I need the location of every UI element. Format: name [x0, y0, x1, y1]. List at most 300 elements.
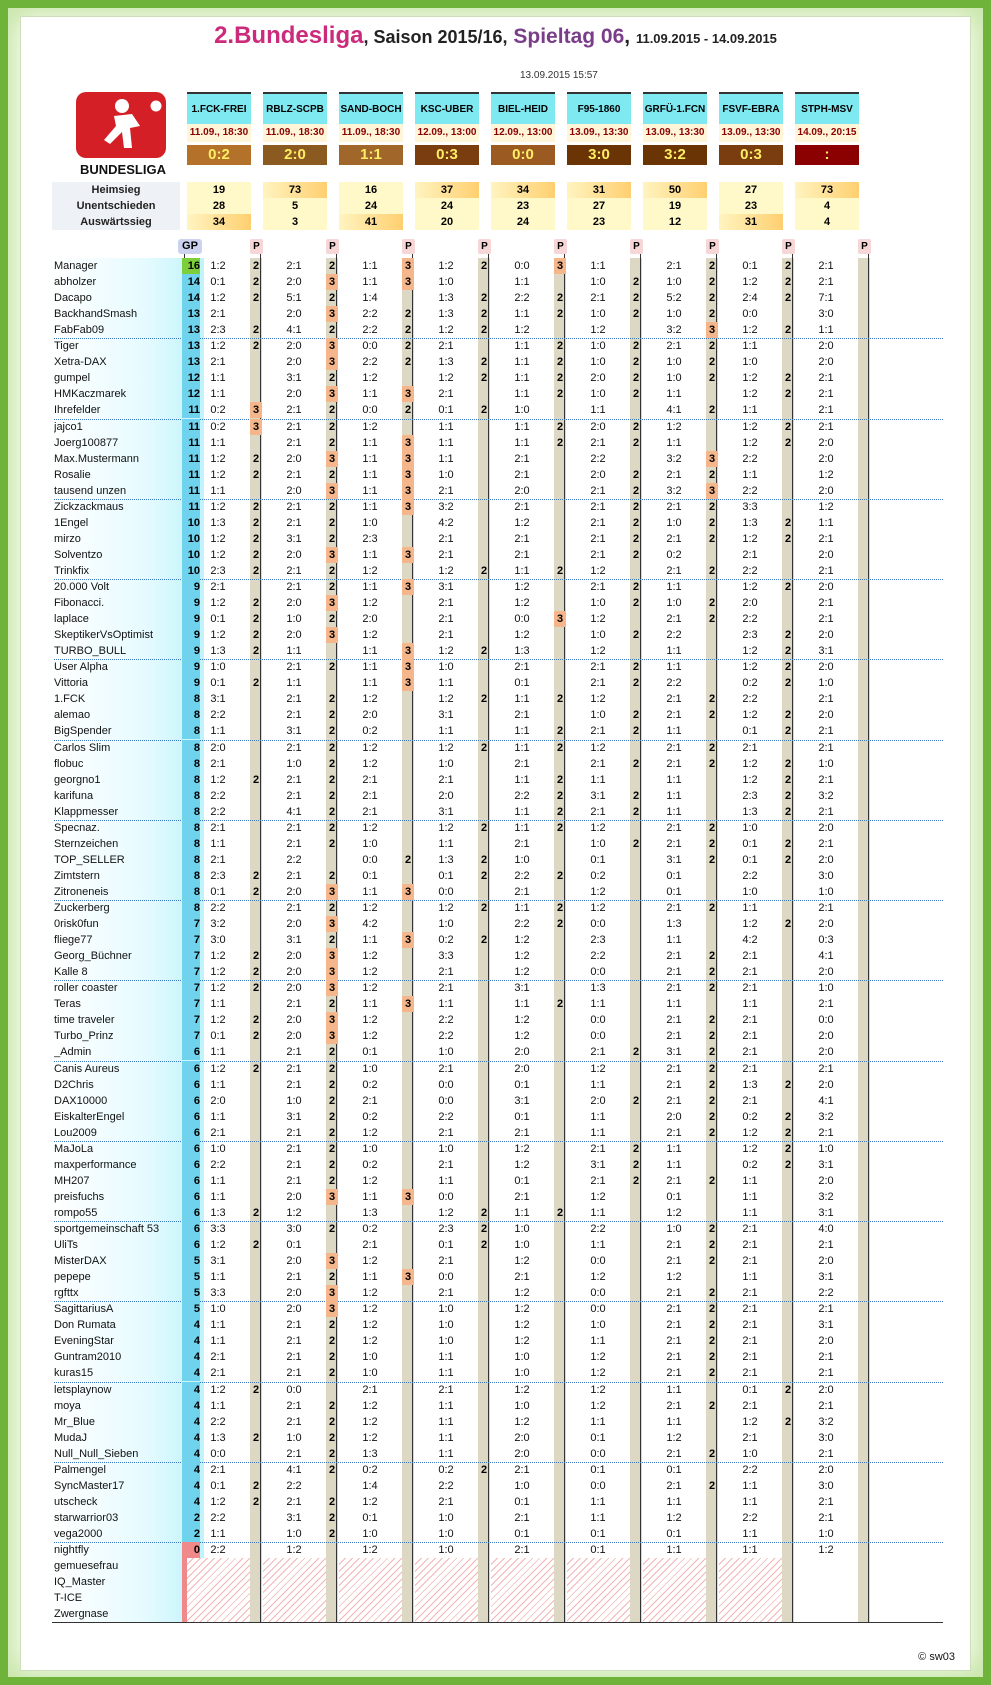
tip: 2:0 [818, 1463, 834, 1476]
tip: 1:3 [210, 1431, 226, 1444]
tip: 1:2 [514, 1142, 530, 1155]
tip: 2:1 [666, 1399, 682, 1412]
tip-points: 2 [480, 902, 488, 914]
tip-points: 2 [708, 1062, 716, 1075]
tip: 2:1 [742, 741, 758, 754]
match-header: BIEL-HEID [491, 92, 555, 124]
tip: 3:2 [818, 1415, 834, 1428]
match-stat-a: 4 [795, 214, 859, 230]
tip: 1:2 [742, 1415, 758, 1428]
player-points: 6 [182, 1189, 200, 1205]
player-points: 6 [182, 1125, 200, 1141]
tip: 0:2 [362, 1463, 378, 1476]
tip: 1:0 [438, 661, 454, 674]
player-name: Ihrefelder [54, 404, 101, 417]
tip: 2:1 [590, 484, 606, 497]
tip-points: 2 [556, 821, 564, 834]
tip: 2:0 [818, 966, 834, 979]
tip: 2:1 [362, 789, 378, 802]
tip: 0:1 [210, 613, 226, 626]
player-points: 7 [182, 932, 200, 948]
player-name: T-ICE [54, 1592, 83, 1605]
tip-points: 2 [708, 1110, 716, 1123]
tip: 2:2 [210, 789, 226, 802]
tip: 1:2 [210, 982, 226, 995]
tip-points: 2 [252, 613, 260, 626]
tip-points: 2 [632, 548, 640, 561]
tip: 0:1 [362, 1046, 378, 1059]
tip: 3:2 [666, 452, 682, 465]
player-name: DAX10000 [54, 1094, 108, 1107]
tip-points: 2 [328, 1447, 336, 1460]
tip-points: 2 [556, 436, 564, 449]
tip: 3:1 [210, 693, 226, 706]
tip: 4:1 [818, 950, 834, 963]
tip-points: 2 [480, 741, 488, 754]
tip-points: 2 [328, 1078, 336, 1091]
tip: 2:1 [210, 1126, 226, 1139]
tip: 1:0 [742, 1447, 758, 1460]
tip: 0:0 [210, 1447, 226, 1460]
tip: 2:2 [210, 805, 226, 818]
tip: 2:0 [286, 966, 302, 979]
tip: 1:2 [210, 597, 226, 610]
match-stat-d: 27 [567, 198, 631, 214]
tip: 1:2 [514, 1383, 530, 1396]
tip: 3:2 [666, 324, 682, 337]
tip-points: 2 [784, 1415, 792, 1428]
player-points: 6 [182, 1109, 200, 1125]
tip-points: 2 [784, 436, 792, 449]
tip-points: 2 [252, 645, 260, 658]
player-points: 5 [182, 1301, 200, 1317]
tip: 1:1 [590, 1110, 606, 1123]
player-points: 4 [182, 1430, 200, 1446]
tip: 0:1 [286, 1239, 302, 1252]
match-stat-h: 16 [339, 182, 403, 198]
tip-points: 3 [402, 258, 414, 274]
tip: 1:0 [438, 276, 454, 289]
tip: 1:1 [210, 1190, 226, 1203]
tip: 2:1 [286, 1335, 302, 1348]
player-points: 13 [182, 322, 200, 338]
tip: 2:1 [818, 532, 834, 545]
tip-points: 2 [556, 388, 564, 401]
tip: 1:1 [666, 998, 682, 1011]
tip: 3:1 [818, 1206, 834, 1219]
tip: 2:1 [818, 773, 834, 786]
tip: 1:1 [438, 1447, 454, 1460]
tip: 0:1 [666, 1463, 682, 1476]
tip: 2:1 [438, 484, 454, 497]
tip-points: 3 [326, 338, 338, 354]
tip: 1:1 [362, 1271, 378, 1284]
tip-points: 2 [708, 757, 716, 770]
tip: 2:1 [514, 1271, 530, 1284]
tip-points: 2 [632, 709, 640, 722]
tip-points: 2 [328, 821, 336, 834]
tip: 1:2 [438, 821, 454, 834]
match-date: 13.09., 13:30 [719, 124, 783, 142]
tip: 1:2 [362, 1287, 378, 1300]
tip: 0:1 [210, 1479, 226, 1492]
tip: 1:1 [514, 308, 530, 321]
tip-points: 3 [402, 579, 414, 595]
tip: 2:1 [286, 789, 302, 802]
table-bottom-border [52, 1622, 943, 1623]
tip: 3:1 [286, 532, 302, 545]
tip: 2:3 [210, 324, 226, 337]
tip: 1:1 [210, 1174, 226, 1187]
player-points: 12 [182, 370, 200, 386]
tip-points: 2 [328, 805, 336, 818]
match-result: 1:1 [339, 145, 403, 165]
tip-points: 2 [632, 1142, 640, 1155]
tip-points: 3 [250, 402, 262, 418]
tip: 3:1 [438, 805, 454, 818]
match-stat-h: 34 [491, 182, 555, 198]
tip: 2:1 [590, 1174, 606, 1187]
tip: 2:1 [666, 564, 682, 577]
player-name: flobuc [54, 757, 84, 770]
tip: 0:2 [362, 1158, 378, 1171]
tip-points: 2 [784, 1142, 792, 1155]
player-name: 0risk0fun [54, 918, 99, 931]
tip: 2:0 [438, 789, 454, 802]
tip: 4:2 [362, 918, 378, 931]
tip: 2:1 [818, 260, 834, 272]
tip: 1:2 [362, 1415, 378, 1428]
tip: 2:1 [818, 564, 834, 577]
tip: 0:2 [742, 1158, 758, 1171]
tip: 2:1 [210, 1463, 226, 1476]
tip-points: 2 [328, 1062, 336, 1075]
player-name: MH207 [54, 1174, 90, 1187]
tip: 2:0 [818, 1030, 834, 1043]
tip: 1:2 [362, 1255, 378, 1268]
tip: 2:1 [742, 1030, 758, 1043]
tip: 2:1 [666, 340, 682, 353]
tip: 1:2 [438, 741, 454, 754]
tip-points: 2 [328, 934, 336, 947]
tip: 2:1 [590, 436, 606, 449]
tip-points: 2 [252, 1030, 260, 1043]
tip: 2:1 [286, 1046, 302, 1059]
player-name: georgno1 [54, 773, 101, 786]
label-draw: Unentschieden [52, 198, 180, 214]
player-points: 4 [182, 1349, 200, 1365]
tip: 2:0 [286, 308, 302, 321]
date-range: 11.09.2015 - 14.09.2015 [635, 31, 777, 46]
tip: 2:1 [818, 613, 834, 626]
tip-points: 2 [328, 1415, 336, 1428]
bundesliga-logo-icon [74, 92, 170, 178]
tip: 1:3 [590, 982, 606, 995]
tip-points: 2 [632, 276, 640, 289]
tip: 2:0 [286, 950, 302, 963]
tip: 2:1 [666, 1030, 682, 1043]
tip: 1:2 [210, 629, 226, 642]
tip: 1:0 [438, 1142, 454, 1155]
tip-points: 2 [708, 516, 716, 529]
tip: 1:2 [742, 709, 758, 722]
tip: 1:1 [514, 420, 530, 433]
player-name: SyncMaster17 [54, 1479, 125, 1492]
tip-points: 3 [402, 435, 414, 451]
tip: 0:2 [742, 677, 758, 690]
tip: 1:2 [438, 324, 454, 337]
tip: 3:0 [818, 308, 834, 321]
tip: 2:3 [590, 934, 606, 947]
tip: 0:0 [438, 1190, 454, 1203]
tip: 2:1 [666, 1335, 682, 1348]
tip: 1:0 [438, 757, 454, 770]
tip: 1:2 [666, 1271, 682, 1284]
player-points: 12 [182, 386, 200, 402]
player-name: Dacapo [54, 292, 92, 305]
tip-points: 2 [556, 741, 564, 754]
tip-points: 2 [708, 837, 716, 850]
tip: 0:1 [514, 1527, 530, 1540]
match-stat-h: 37 [415, 182, 479, 198]
tip: 1:1 [362, 661, 378, 674]
tip: 2:2 [818, 1287, 834, 1300]
tip: 3:3 [742, 500, 758, 513]
tip: 1:2 [514, 1335, 530, 1348]
player-points: 9 [182, 659, 200, 675]
tip: 1:1 [286, 677, 302, 690]
tip: 2:0 [286, 885, 302, 898]
tip: 2:1 [438, 548, 454, 561]
player-points: 8 [182, 900, 200, 916]
tip: 2:0 [818, 1255, 834, 1268]
tip: 1:0 [666, 597, 682, 610]
tip: 1:2 [514, 966, 530, 979]
tip: 1:1 [666, 1495, 682, 1508]
tip: 1:0 [362, 1367, 378, 1380]
tip: 0:0 [590, 966, 606, 979]
tip: 2:1 [590, 725, 606, 738]
player-points: 6 [182, 1077, 200, 1093]
tip: 2:1 [666, 1014, 682, 1027]
tip: 3:1 [438, 581, 454, 593]
tip: 1:3 [210, 645, 226, 658]
tip: 1:1 [742, 1190, 758, 1203]
match-stat-a: 20 [415, 214, 479, 230]
tip: 2:2 [210, 1511, 226, 1524]
player-name: Zwergnase [54, 1608, 109, 1621]
player-points: 13 [182, 338, 200, 354]
tip: 2:1 [438, 1062, 454, 1075]
player-points: 2 [182, 1526, 200, 1542]
tip: 1:1 [210, 484, 226, 497]
tip: 7:1 [818, 292, 834, 305]
player-name: rompo55 [54, 1206, 98, 1219]
tip: 1:2 [286, 1206, 302, 1219]
tip-points: 3 [402, 483, 414, 499]
tip: 2:1 [818, 1399, 834, 1412]
tip: 3:3 [210, 1223, 226, 1235]
tip-points: 2 [252, 1062, 260, 1075]
match-stat-a: 34 [187, 214, 251, 230]
tip: 1:0 [590, 629, 606, 642]
tip-points: 2 [480, 1463, 488, 1476]
tip-points: 3 [402, 659, 414, 675]
player-name: Trinkfix [54, 564, 90, 577]
bundesliga-logo [74, 92, 170, 178]
tip: 2:0 [590, 1094, 606, 1107]
tip: 2:1 [818, 998, 834, 1011]
player-name: mirzo [54, 532, 81, 545]
tip: 1:2 [210, 500, 226, 513]
tip-points: 2 [708, 1174, 716, 1187]
tip: 1:1 [590, 1078, 606, 1091]
tip-points: 2 [632, 789, 640, 802]
match-header: STPH-MSV [795, 92, 859, 124]
tip-points: 2 [708, 1335, 716, 1348]
match-result: 0:0 [491, 145, 555, 165]
tip: 3:1 [818, 645, 834, 658]
tip: 2:0 [818, 581, 834, 593]
tip: 2:1 [514, 837, 530, 850]
tip: 2:1 [438, 966, 454, 979]
tip-points: 2 [556, 693, 564, 706]
tip: 0:1 [438, 869, 454, 882]
tip-points: 3 [326, 354, 338, 370]
tip-points: 2 [328, 789, 336, 802]
tip-points: 2 [784, 1078, 792, 1091]
tip: 2:1 [286, 1126, 302, 1139]
tip: 2:1 [286, 1142, 302, 1155]
player-points: 8 [182, 723, 200, 739]
player-points: 8 [182, 868, 200, 884]
player-name: UliTs [54, 1239, 78, 1252]
tip: 0:0 [362, 404, 378, 417]
tip: 0:1 [438, 1239, 454, 1252]
tip: 1:2 [438, 260, 454, 272]
player-points: 11 [182, 467, 200, 483]
tip-points: 2 [708, 966, 716, 979]
tip-points: 2 [556, 372, 564, 385]
tip: 1:1 [514, 693, 530, 706]
tip: 3:2 [818, 1190, 834, 1203]
player-name: sportgemeinschaft 53 [54, 1223, 160, 1235]
tip-points: 2 [708, 597, 716, 610]
player-points: 8 [182, 707, 200, 723]
player-name: _Admin [54, 1046, 92, 1059]
player-points: 13 [182, 306, 200, 322]
tip: 1:1 [742, 1527, 758, 1540]
player-name: Kalle 8 [54, 966, 88, 979]
tip-points: 3 [706, 483, 718, 499]
tip: 1:0 [438, 1046, 454, 1059]
tip: 0:1 [590, 853, 606, 866]
tip-points: 2 [708, 276, 716, 289]
tip-points: 2 [632, 1094, 640, 1107]
tip: 2:1 [666, 532, 682, 545]
tip: 3:0 [818, 1431, 834, 1444]
match-stat-d: 23 [719, 198, 783, 214]
tip: 2:0 [514, 1431, 530, 1444]
match-stat-a: 24 [491, 214, 555, 230]
tip: 1:2 [210, 1495, 226, 1508]
tip: 0:1 [590, 1463, 606, 1476]
tip: 0:0 [362, 853, 378, 866]
player-points: 6 [182, 1141, 200, 1157]
tip: 1:1 [210, 1319, 226, 1332]
player-points: 2 [182, 1510, 200, 1526]
tip: 2:2 [438, 1030, 454, 1043]
tip: 3:1 [286, 1511, 302, 1524]
tip: 2:0 [514, 484, 530, 497]
tip: 1:2 [210, 292, 226, 305]
tip: 1:3 [742, 516, 758, 529]
tip-points: 2 [480, 934, 488, 947]
player-points: 7 [182, 916, 200, 932]
tip-points: 2 [632, 532, 640, 545]
player-name: Zickzackmaus [54, 500, 124, 513]
no-tip-hatch [187, 1558, 250, 1622]
player-points: 14 [182, 274, 200, 290]
tip: 0:0 [590, 1255, 606, 1268]
tip: 2:0 [286, 356, 302, 369]
tip: 2:1 [666, 1126, 682, 1139]
tip: 1:2 [362, 693, 378, 706]
tip: 0:2 [210, 420, 226, 433]
tip-points: 2 [632, 436, 640, 449]
player-points: 10 [182, 515, 200, 531]
tip: 5:2 [666, 292, 682, 305]
tip-points: 3 [326, 274, 338, 290]
player-points: 8 [182, 852, 200, 868]
tip: 1:0 [666, 276, 682, 289]
tip-points: 2 [252, 597, 260, 610]
tip: 1:2 [590, 1190, 606, 1203]
player-points: 9 [182, 611, 200, 627]
tip: 2:1 [286, 1319, 302, 1332]
tip: 2:2 [210, 1158, 226, 1171]
tip: 1:2 [210, 260, 226, 272]
tip: 2:2 [362, 324, 378, 337]
tip: 0:2 [742, 1110, 758, 1123]
tip: 2:0 [362, 709, 378, 722]
tip-points: 2 [328, 1223, 336, 1235]
tip: 1:2 [438, 693, 454, 706]
tip: 2:0 [590, 468, 606, 481]
tip: 1:0 [818, 982, 834, 995]
player-name: nightfly [54, 1544, 89, 1556]
tip: 1:2 [362, 982, 378, 995]
tip-points: 3 [326, 1301, 338, 1317]
tip: 1:2 [362, 821, 378, 834]
tip: 2:2 [742, 452, 758, 465]
tip: 2:1 [286, 661, 302, 674]
tip: 1:2 [514, 950, 530, 963]
match-result: 0:2 [187, 145, 251, 165]
tip-points: 2 [784, 324, 792, 337]
player-name: Sternzeichen [54, 837, 119, 850]
tip: 2:1 [666, 260, 682, 272]
tip: 2:1 [666, 1319, 682, 1332]
tip-points: 2 [632, 356, 640, 369]
no-tip-hatch [719, 1558, 782, 1622]
tip: 1:1 [666, 645, 682, 658]
player-points: 10 [182, 547, 200, 563]
player-points: 6 [182, 1173, 200, 1189]
tip: 2:0 [210, 1094, 226, 1107]
tip: 2:1 [742, 1062, 758, 1075]
p-header: P [782, 239, 795, 254]
